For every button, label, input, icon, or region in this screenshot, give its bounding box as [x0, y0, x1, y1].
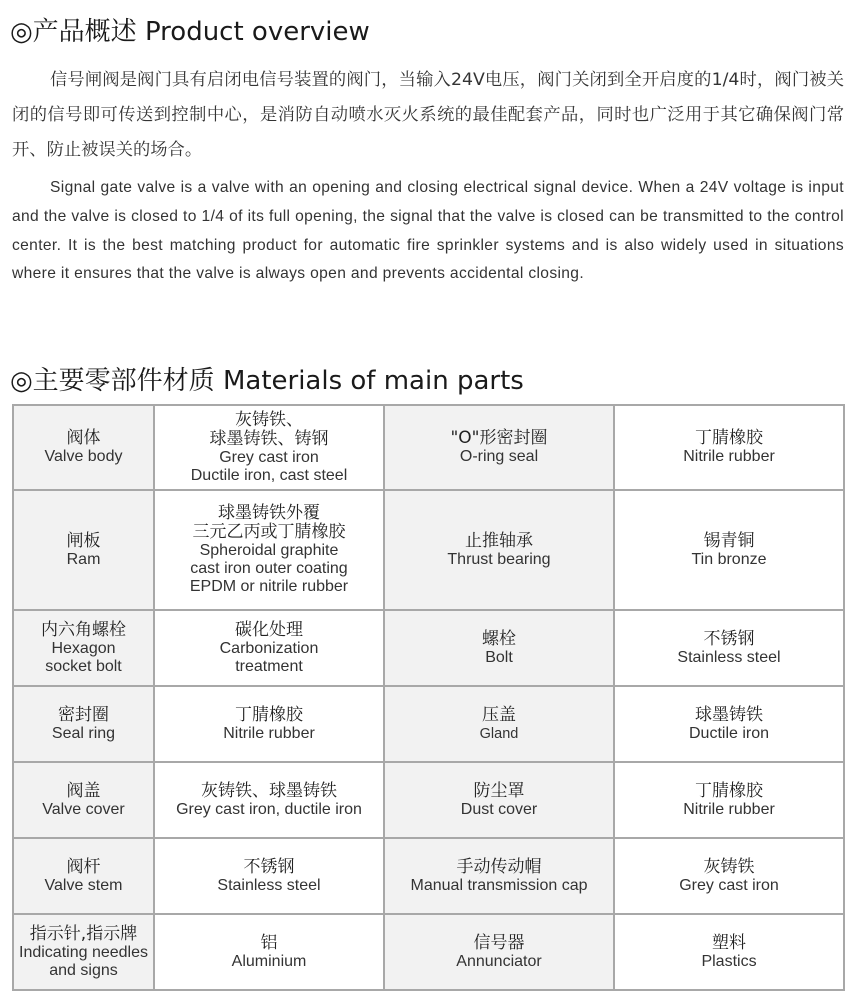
material-en: EPDM or nitrile rubber — [189, 578, 349, 595]
section-title-materials: ◎主要零部件材质 Materials of main parts — [10, 366, 524, 396]
material-cell — [154, 838, 384, 914]
part-name-cell — [384, 686, 614, 762]
part-name-cell — [13, 686, 154, 762]
material-en: Grey cast iron — [679, 876, 779, 894]
part-name-cn: 内六角螺栓 — [41, 619, 126, 640]
material-en: Aluminium — [231, 952, 307, 970]
part-name-en: Thrust bearing — [447, 550, 551, 568]
material-en: Carbonization — [219, 639, 319, 657]
material-en: cast iron outer coating — [190, 560, 348, 577]
part-name-cn: 信号器 — [473, 932, 525, 953]
part-name-cn: 压盖 — [482, 704, 516, 725]
material-cn: 球墨铸铁 — [695, 704, 763, 725]
part-name-en: Hexagon — [51, 639, 116, 657]
part-name-cell — [384, 914, 614, 990]
part-name-en: Valve cover — [42, 800, 125, 818]
material-cell — [614, 914, 844, 990]
material-cn: 锡青铜 — [703, 530, 755, 551]
table-row — [13, 686, 844, 762]
material-cn: 球墨铸铁外覆 — [218, 503, 320, 523]
table-row — [13, 838, 844, 914]
part-name-cell — [384, 762, 614, 838]
material-cell — [154, 405, 384, 490]
material-cn: 丁腈橡胶 — [235, 704, 303, 725]
material-en: Ductile iron, cast steel — [190, 466, 348, 484]
part-name-en: Valve body — [44, 448, 123, 465]
part-name-en: and signs — [49, 961, 118, 979]
material-cell — [614, 610, 844, 686]
part-name-cell — [384, 405, 614, 490]
table-row — [13, 405, 844, 490]
part-name-cn: 防尘罩 — [473, 780, 525, 801]
material-cn: 球墨铸铁、铸钢 — [209, 428, 329, 449]
material-en: Ductile iron — [688, 724, 770, 742]
part-name-en: Ram — [66, 550, 101, 568]
part-name-en: Annunciator — [456, 952, 542, 970]
material-en: treatment — [235, 657, 303, 675]
material-en: Grey cast iron, ductile iron — [176, 800, 362, 818]
part-name-cn: 螺栓 — [482, 628, 516, 649]
material-en: Nitrile rubber — [223, 724, 315, 742]
table-row — [13, 914, 844, 990]
part-name-en: Valve stem — [44, 876, 123, 894]
material-en: Plastics — [701, 952, 757, 970]
material-cn: 丁腈橡胶 — [695, 428, 763, 448]
part-name-en: Manual transmission cap — [410, 876, 588, 894]
material-en: Nitrile rubber — [683, 448, 775, 465]
part-name-cell — [13, 762, 154, 838]
material-cell — [614, 686, 844, 762]
part-name-cn: 阀杆 — [66, 856, 101, 877]
table-row — [13, 490, 844, 610]
material-cell — [154, 610, 384, 686]
material-cn: 塑料 — [712, 932, 746, 953]
material-cell — [614, 838, 844, 914]
part-name-cell — [13, 914, 154, 990]
material-cn: 碳化处理 — [235, 619, 303, 640]
material-cn: 三元乙丙或丁腈橡胶 — [192, 522, 346, 542]
part-name-en: Bolt — [485, 648, 513, 666]
part-name-cn: 密封圈 — [58, 704, 109, 725]
table-row — [13, 610, 844, 686]
material-cn: 铝 — [260, 932, 278, 953]
part-name-en: Indicating needles — [19, 943, 148, 961]
material-en: Tin bronze — [691, 550, 767, 568]
part-name-en: Gland — [479, 725, 519, 742]
material-cell — [154, 686, 384, 762]
part-name-cell — [13, 838, 154, 914]
part-name-en: Seal ring — [51, 724, 116, 742]
part-name-cell — [384, 838, 614, 914]
part-name-cell — [384, 610, 614, 686]
part-name-en: socket bolt — [45, 657, 122, 675]
material-cell — [154, 762, 384, 838]
material-en: Nitrile rubber — [683, 800, 775, 818]
material-en: Spheroidal graphite — [199, 542, 339, 559]
overview-paragraph-english: Signal gate valve is a valve with an opening and closing electrical signal device. When a 24V voltage is input and the valve is closed to 1/4 of its full opening, the signal that the valve is closed can be transmitted to the control center. It is the best matching product for automatic fire sprinkler systems and is also widely used in situations where it ensures that the valve is always open and prevents accidental closing. — [12, 179, 844, 283]
part-name-cell — [13, 610, 154, 686]
part-name-en: Dust cover — [460, 800, 538, 818]
part-name-en: O-ring seal — [459, 448, 539, 465]
material-cell — [614, 490, 844, 610]
part-name-cn: 止推轴承 — [465, 530, 533, 551]
part-name-cn: "O"形密封圈 — [450, 428, 548, 448]
material-en: Stainless steel — [217, 876, 321, 894]
material-cell — [154, 490, 384, 610]
overview-paragraph-chinese: 信号闸阀是阀门具有启闭电信号装置的阀门，当输入24V电压，阀门关闭到全开启度的1/4时，阀门被关闭的信号即可传送到控制中心，是消防自动喷水灭火系统的最佳配套产品，同时也广泛用于其它确保阀门常开、防止被误关的场合。 — [12, 70, 844, 160]
material-cell — [154, 914, 384, 990]
material-en: Stainless steel — [677, 648, 781, 666]
material-en: Grey cast iron — [219, 448, 319, 466]
material-cn: 灰铸铁、 — [235, 409, 303, 430]
materials-table — [12, 404, 845, 991]
material-cn: 不锈钢 — [243, 856, 295, 877]
material-cell — [614, 405, 844, 490]
part-name-cn: 闸板 — [66, 530, 101, 551]
part-name-cn: 阀盖 — [66, 780, 101, 801]
material-cn: 灰铸铁 — [703, 856, 755, 877]
part-name-cn: 阀体 — [66, 428, 101, 448]
material-cell — [614, 762, 844, 838]
material-cn: 不锈钢 — [703, 628, 755, 649]
part-name-cell — [13, 405, 154, 490]
part-name-cell — [384, 490, 614, 610]
table-row — [13, 762, 844, 838]
part-name-cn: 手动传动帽 — [456, 856, 542, 877]
material-cn: 丁腈橡胶 — [695, 780, 763, 801]
part-name-cn: 指示针,指示牌 — [29, 923, 138, 944]
part-name-cell — [13, 490, 154, 610]
material-cn: 灰铸铁、球墨铸铁 — [201, 780, 337, 801]
section-title-product-overview: ◎产品概述 Product overview — [10, 17, 370, 47]
